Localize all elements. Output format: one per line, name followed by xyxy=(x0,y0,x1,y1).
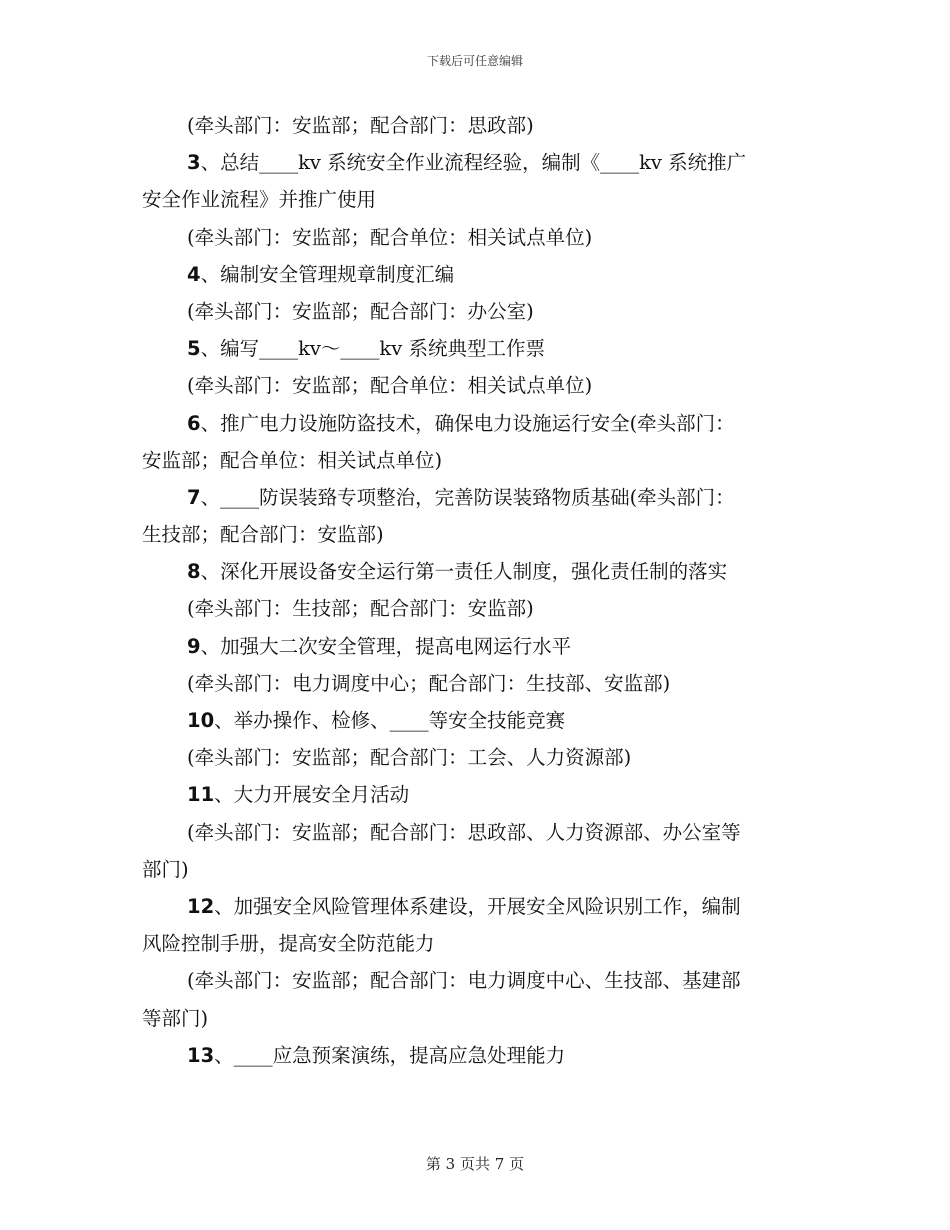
document-line xyxy=(142,330,808,367)
document-line xyxy=(142,181,808,218)
document-line xyxy=(142,776,808,813)
line-text: (牵头部门：安监部；配合单位：相关试点单位) xyxy=(187,374,593,398)
line-text: (牵头部门：安监部；配合部门：思政部) xyxy=(187,114,534,137)
line-text: (牵头部门：安监部；配合单位：相关试点单位) xyxy=(187,225,593,249)
document-line xyxy=(142,739,808,776)
line-text: 生技部；配合部门：安监部) xyxy=(142,523,384,547)
line-text: 部门) xyxy=(142,857,189,881)
item-number: 9 xyxy=(187,634,201,658)
line-text: 、推广电力设施防盗技术，确保电力设施运行安全(牵头部门： xyxy=(200,411,735,435)
document-line xyxy=(142,665,808,702)
document-line xyxy=(142,925,808,962)
item-number: 3 xyxy=(187,151,201,175)
item-number: 5 xyxy=(187,337,201,361)
line-text: 、编写____kv～____kv 系统典型工作票 xyxy=(200,337,545,361)
document-line xyxy=(142,405,808,442)
line-text: 、加强大二次安全管理，提高电网运行水平 xyxy=(200,634,572,658)
document-line xyxy=(142,479,808,516)
document-line xyxy=(142,702,808,739)
line-text: (牵头部门：安监部；配合部门：电力调度中心、生技部、基建部 xyxy=(187,969,741,993)
document-line xyxy=(142,293,808,330)
line-text: 等部门) xyxy=(142,1006,209,1030)
line-text: 、举办操作、检修、____等安全技能竞赛 xyxy=(214,709,566,732)
document-line xyxy=(142,590,808,627)
line-text: 安监部；配合单位：相关试点单位) xyxy=(142,448,443,472)
line-text: 安全作业流程》并推广使用 xyxy=(142,188,377,212)
page-header: 下载后可任意编辑 xyxy=(426,54,523,68)
document-line xyxy=(142,516,808,553)
document-line xyxy=(142,553,808,590)
line-text: (牵头部门：安监部；配合部门：工会、人力资源部) xyxy=(187,746,632,770)
line-text: 、加强安全风险管理体系建设，开展安全风险识别工作，编制 xyxy=(214,894,741,918)
document-line xyxy=(142,442,808,479)
line-text: 、____防误装臵专项整治，完善防误装臵物质基础(牵头部门： xyxy=(200,485,735,509)
line-text: 、总结____kv 系统安全作业流程经验，编制《____kv 系统推广 xyxy=(200,151,747,175)
line-text: 、大力开展安全月活动 xyxy=(214,783,410,807)
item-number: 11 xyxy=(187,783,215,807)
item-number: 7 xyxy=(187,485,201,509)
document-line xyxy=(142,962,808,999)
line-text: (牵头部门：安监部；配合部门：思政部、人力资源部、办公室等 xyxy=(187,820,741,844)
line-text: 、____应急预案演练，提高应急处理能力 xyxy=(214,1043,566,1067)
document-line xyxy=(142,367,808,404)
document-line xyxy=(142,888,808,925)
line-text: 、编制安全管理规章制度汇编 xyxy=(200,262,455,286)
document-line xyxy=(142,814,808,851)
document-body xyxy=(142,107,808,1074)
document-line xyxy=(142,219,808,256)
document-line xyxy=(142,1037,808,1074)
line-text: 风险控制手册，提高安全防范能力 xyxy=(142,932,435,956)
line-text: (牵头部门：生技部；配合部门：安监部) xyxy=(187,597,534,621)
item-number: 12 xyxy=(187,894,215,918)
item-number: 6 xyxy=(187,411,201,435)
item-number: 13 xyxy=(187,1043,215,1067)
line-text: (牵头部门：电力调度中心；配合部门：生技部、安监部) xyxy=(187,671,671,695)
document-line xyxy=(142,256,808,293)
line-text: 、深化开展设备安全运行第一责任人制度，强化责任制的落实 xyxy=(200,560,728,584)
line-text: (牵头部门：安监部；配合部门：办公室) xyxy=(187,299,534,323)
item-number: 8 xyxy=(187,560,201,584)
document-line xyxy=(142,851,808,888)
item-number: 4 xyxy=(187,262,201,286)
document-line xyxy=(142,1000,808,1037)
document-line xyxy=(142,628,808,665)
document-line xyxy=(142,107,808,144)
page-footer: 第 3 页共 7 页 xyxy=(425,1155,525,1173)
item-number: 10 xyxy=(187,709,215,732)
document-line xyxy=(142,144,808,181)
